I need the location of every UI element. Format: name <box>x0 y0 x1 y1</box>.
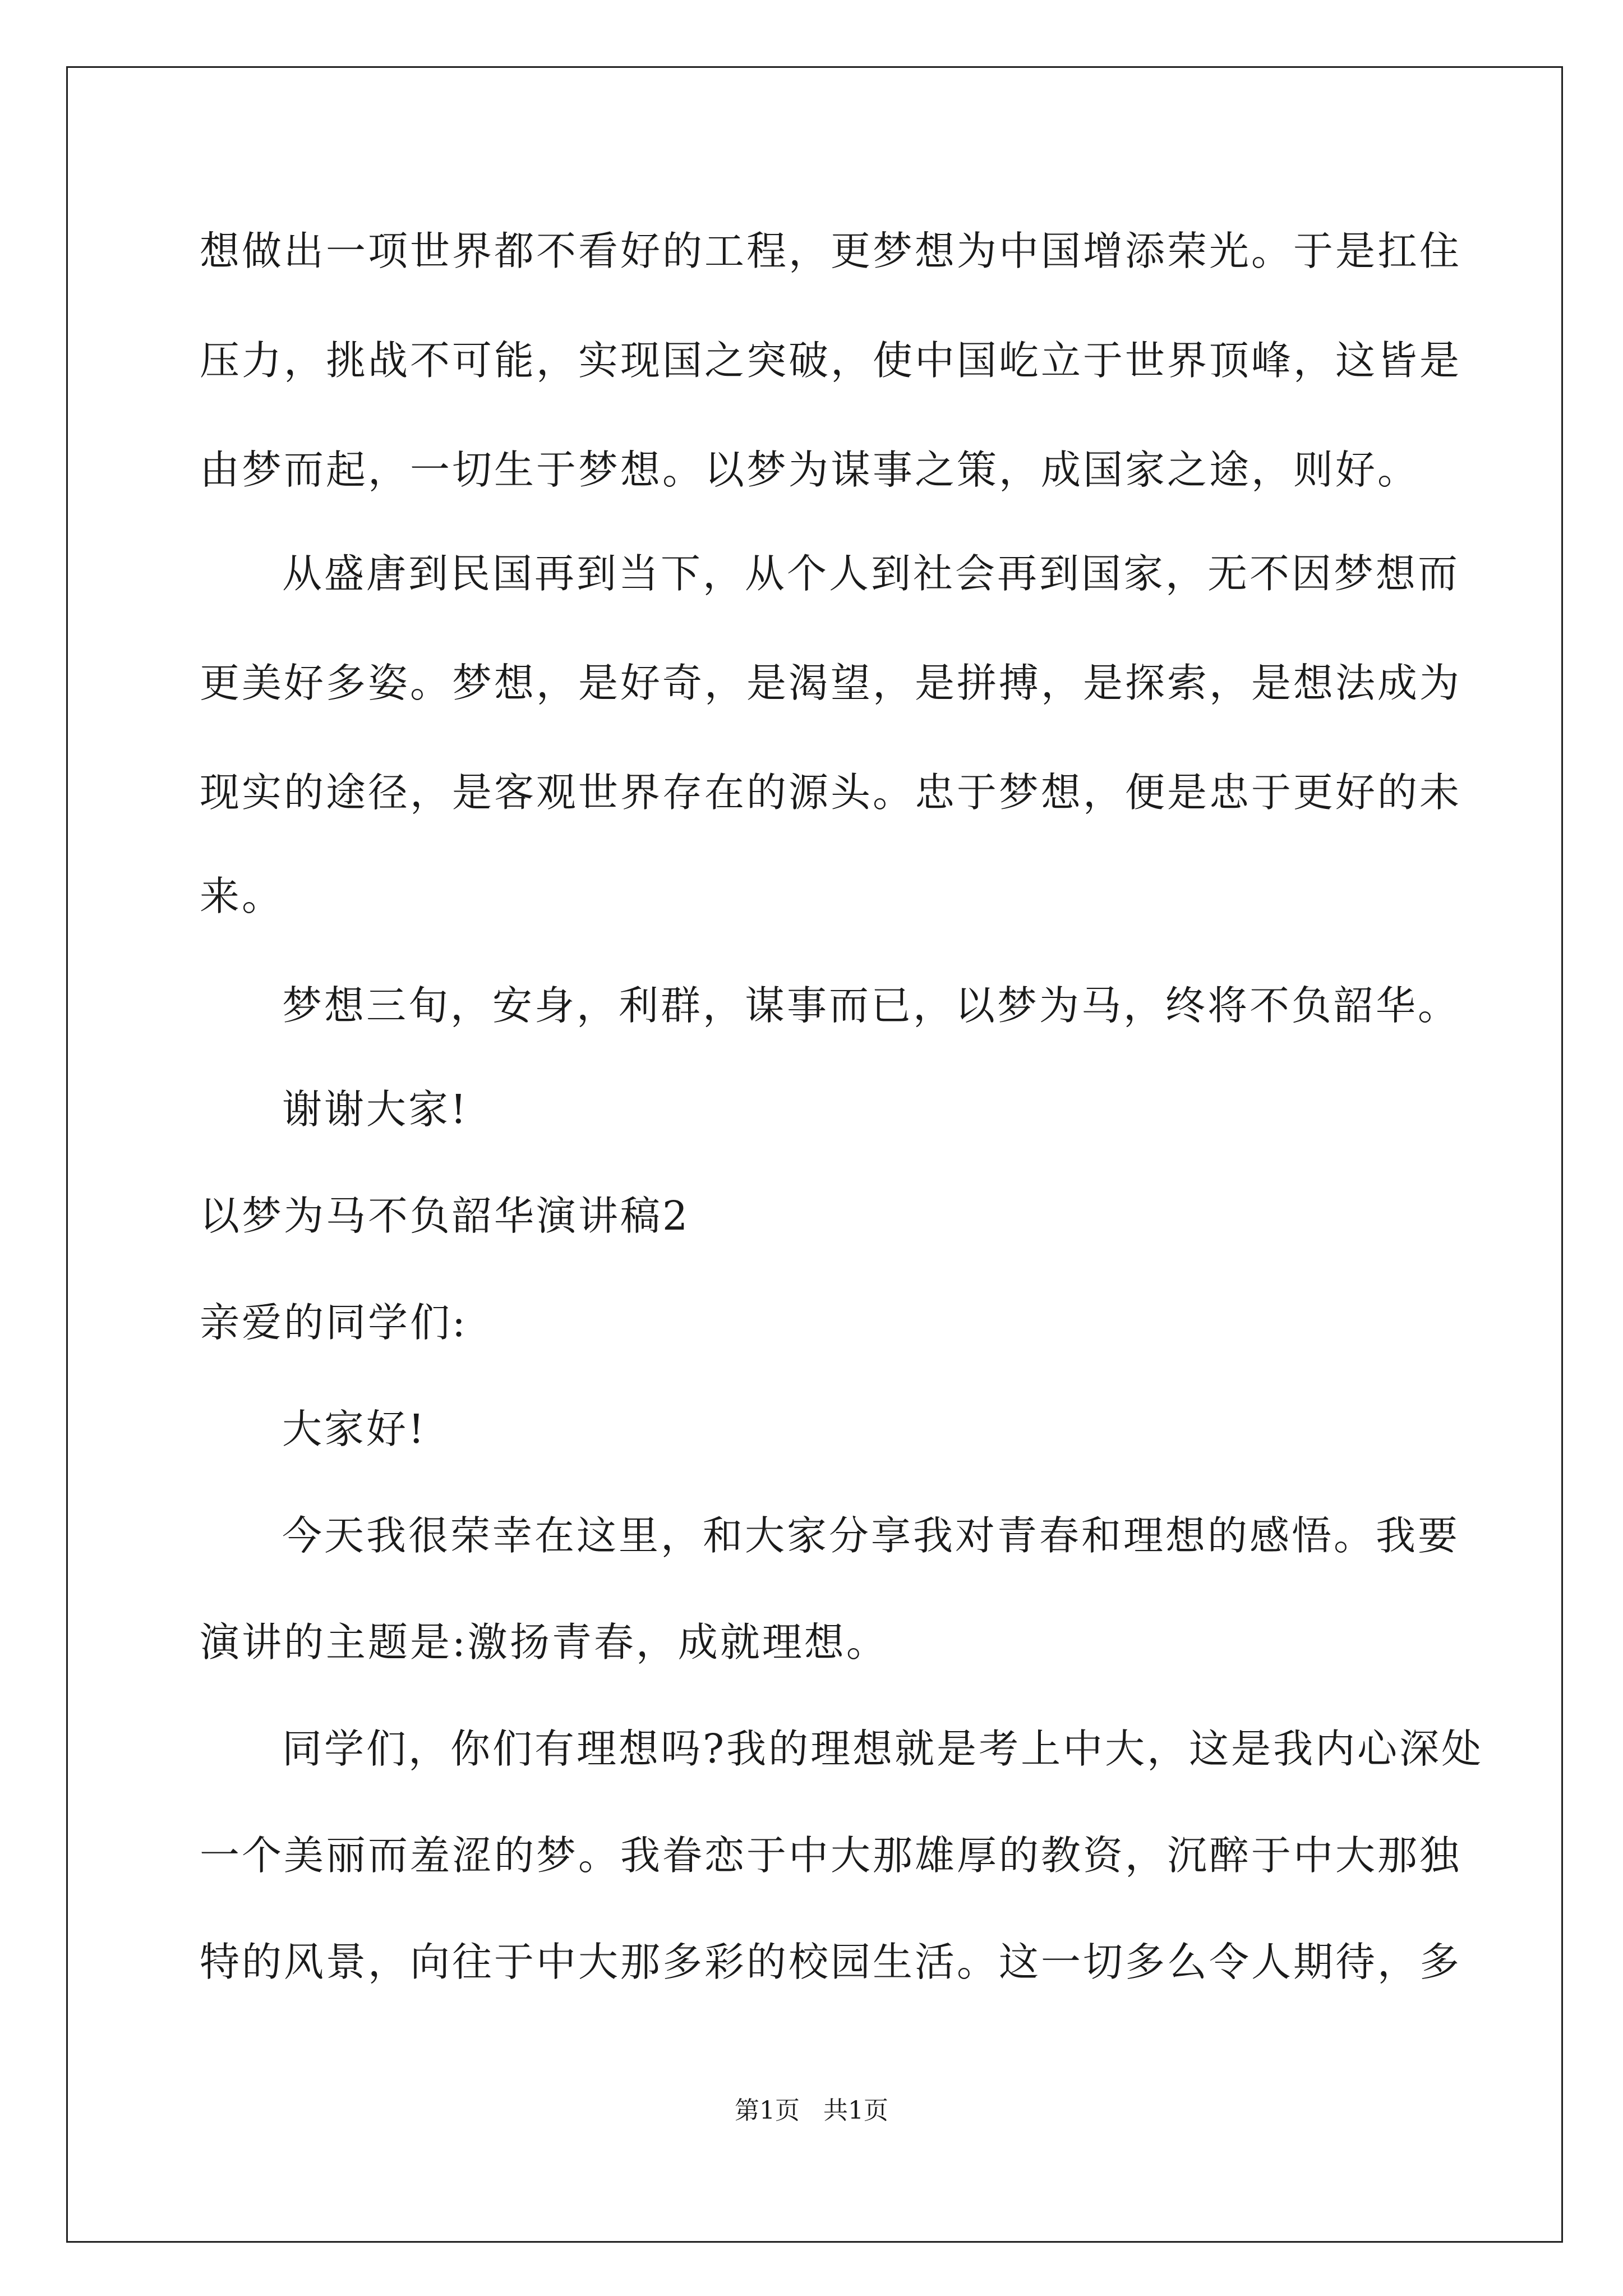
greeting: 大家好! <box>282 1406 427 1452</box>
closing-line: 谢谢大家! <box>282 1086 469 1133</box>
text-line: 压力，挑战不可能，实现国之突破，使中国屹立于世界顶峰，这皆是 <box>200 337 1462 384</box>
paragraph-start-line: 从盛唐到民国再到当下，从个人到社会再到国家，无不因梦想而 <box>282 550 1460 597</box>
text-line: 特的风景，向往于中大那多彩的校园生活。这一切多么令人期待，多 <box>200 1939 1462 1985</box>
text-line: 演讲的主题是:激扬青春，成就理想。 <box>200 1619 888 1665</box>
page-footer: 第1页 共1页 <box>735 2096 888 2125</box>
salutation: 亲爱的同学们: <box>200 1299 468 1346</box>
paragraph-start-line: 今天我很荣幸在这里，和大家分享我对青春和理想的感悟。我要 <box>282 1512 1460 1559</box>
text-line: 一个美丽而羞涩的梦。我眷恋于中大那雄厚的教资，沉醉于中大那独 <box>200 1832 1462 1879</box>
paragraph-start-line: 同学们，你们有理想吗?我的理想就是考上中大，这是我内心深处 <box>282 1726 1484 1772</box>
section-title: 以梦为马不负韶华演讲稿2 <box>200 1193 690 1239</box>
text-line: 由梦而起，一切生于梦想。以梦为谋事之策，成国家之途，则好。 <box>200 447 1420 493</box>
paragraph-start-line: 梦想三旬，安身，利群，谋事而已，以梦为马，终将不负韶华。 <box>282 982 1460 1029</box>
text-line: 来。 <box>200 873 284 919</box>
page-border <box>66 66 1563 2243</box>
text-line: 现实的途径，是客观世界存在的源头。忠于梦想，便是忠于更好的未 <box>200 769 1462 816</box>
text-line: 更美好多姿。梦想，是好奇，是渴望，是拼搏，是探索，是想法成为 <box>200 660 1462 706</box>
text-line: 想做出一项世界都不看好的工程，更梦想为中国增添荣光。于是扛住 <box>200 228 1462 274</box>
